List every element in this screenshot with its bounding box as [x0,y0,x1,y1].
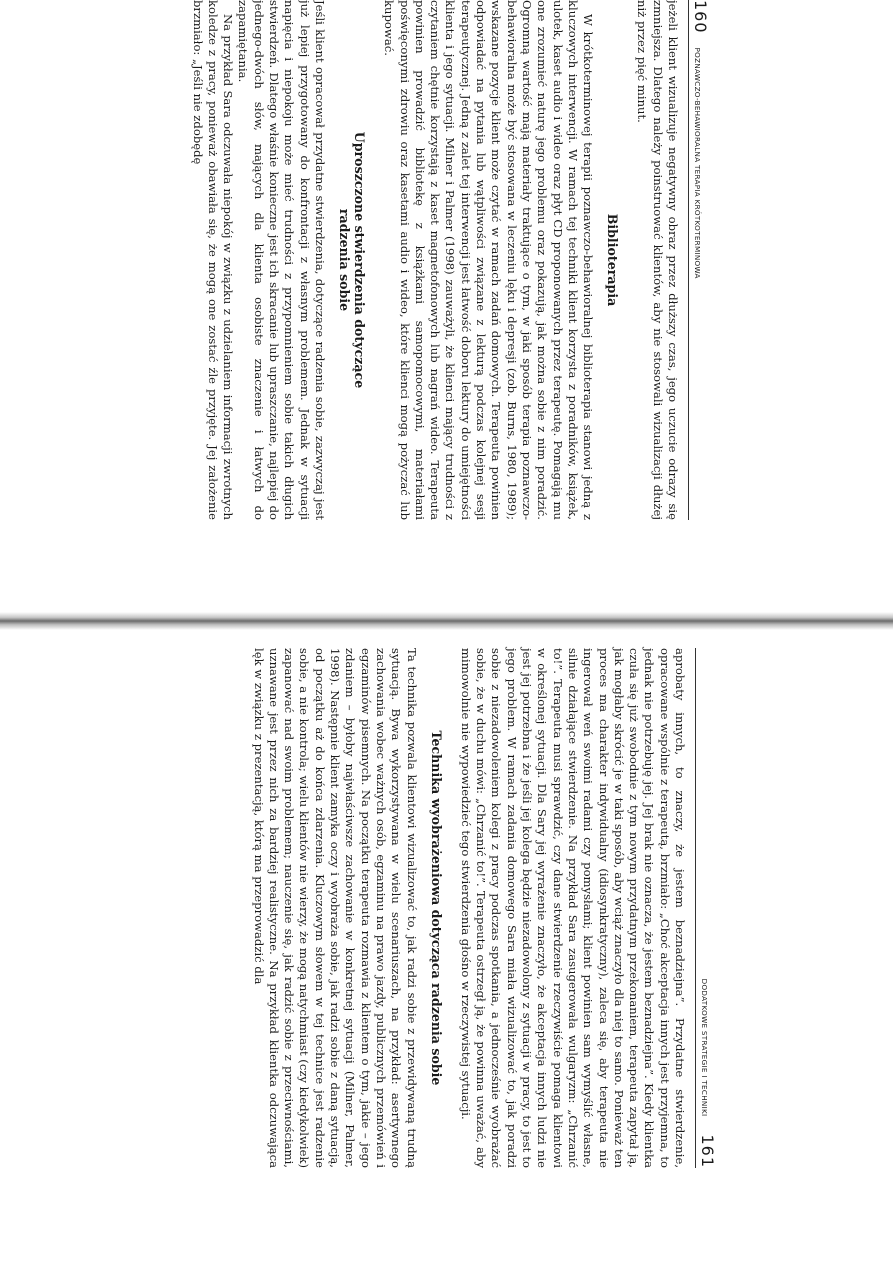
section-heading [337,0,367,520]
right-page [0,648,717,1168]
paragraph: Na przykład Sara odczuwała niepokój w związku z udzielaniem informacji zwrotnych koledze z pracy, ponieważ obawiała się, że mogą one zostać źle przyjęte. Jej założenie brzmiało: „Jeśli nie zdobędę [190,0,236,520]
paragraph: jeżeli klient wizualizuje negatywny obraz przez dłuższy czas, jego uczucie odrazy się zmniejsza. Dlatego należy poinstruować klientów, aby nie stosowali wizualizacji dłużej niż przez pięć minut. [635,0,680,520]
page-number: 160 [691,0,710,34]
section-heading-line: Uproszczone stwierdzenia dotyczące [351,131,367,389]
paragraph: aprobaty innych, to znaczy, że jestem beznadziejna”. Przydatne stwierdzenie, opracowane wspólnie z terapeutą, brzmiało: „Choć akceptacja innych jest przyjemna, to jednak nie potrzebuję jej. Jej brak nie oznacza, że jestem beznadziejna”. Kiedy klientka czuła się już swobodnie z tym nowym przydatnym przekonaniem, terapeuta zapytał ją, jak mogłaby skrócić je w taki sposób, aby wciąż znaczyło dla niej to samo. Ponieważ ten proces ma charakter indywidualny (idiosynkratyczny), zaleca się, aby terapeuta nie ingerował weń swoimi radami czy pomysłami; klient powinien sam wymyślić własne, silnie działające stwierdzenie. Na przykład Sara zasugerowała wulgaryzm: „Chrzanić to!”. Terapeuta musi sprawdzić, czy dane stwierdzenie rzeczywiście pomaga klientowi w określonej sytuacji. Dla Sary jej wyrażenie znaczyło, że akceptacja innych ludzi nie jest jej potrzebna i że jeśli jej kolega będzie niezadowolony z sytuacji w pracy, to jest to jego problem. W ramach zadania domowego Sara miała wizualizować to, jak poradzi sobie z niezadowoleniem kolegi z pracy podczas spotkania, a jednocześnie wyobrażać sobie, że w duchu mówi: „Chrzanić to!”. Terapeuta ostrzegł ją, że powinna uważać, aby mimowolnie nie wypowiedzieć tego stwierdzenia głośno w rzeczywistej sytuacji. [458,648,687,1168]
left-page [0,0,710,520]
left-page-header [688,0,710,520]
section-heading-line: radzenia sobie [336,208,352,312]
paragraph: Jeśli klient opracował przydatne stwierdzenia, dotyczące radzenia sobie, zazwyczaj jest już lepiej przygotowany do konfrontacji z własnym problemem. Jednak w sytuacji napięcia i niepokoju może mieć trudności z przypomnieniem sobie takich długich stwierdzeń. Dlatego właśnie konieczne jest ich skracanie lub upraszczanie, najlepiej do jednego-dwóch słów, mających dla klienta osobiste znaczenie i łatwych do zapamiętania. [236,0,327,520]
section-heading: Technika wyobrażeniowa dotycząca radzenia sobie [428,730,444,1086]
section-heading: Biblioterapia [605,213,621,307]
page-number: 161 [698,1134,717,1168]
book-gutter [0,612,893,630]
running-head: DODATKOWE STRATEGIE I TECHNIKI [700,978,709,1117]
running-head: POZNAWCZO-BEHAWIORALNA TERAPIA KRÓTKOTERMINOWA [693,47,702,279]
paragraph: Ta technika pozwala klientowi wizualizować to, jak radzi sobie z przewidywaną trudną sytuacją. Bywa wykorzystywana w wielu scenariuszach, na przykład: asertywnego zachowania wobec ważnych osób, egzaminu na prawo jazdy, publicznych przemówień i egzaminów pisemnych. Na początku terapeuta rozmawia z klientem o tym, jakie – jego zdaniem – byłoby najwłaściwsze zachowanie w konkretnej sytuacji (Milner, Palmer, 1998). Następnie klient zamyka oczy i wyobraża sobie, jak radzi sobie z daną sytuacją, od początku aż do końca zdarzenia. Kluczowym słowem w tej technice jest radzenie sobie, a nie kontrola; wielu klientów nie wierzy, że mogą natychmiast (czy kiedykolwiek) zapanować nad swoim problemem; nauczenie się, jak radzić sobie z przeciwnościami, uznawane jest przez nich za bardziej realistyczne. Na przykład klientka odczuwająca lęk w związku z prezentacją, którą ma przeprowadzić dla [251,648,419,1168]
right-page-header [695,648,717,1168]
paragraph: W krótkoterminowej terapii poznawczo-behawioralnej biblioterapia stanowi jedną z kluczowych interwencji. W ramach tej techniki klient korzysta z poradników, książek, ulotek, kaset audio i wideo oraz płyt CD proponowanych przez terapeutę. Pomagają mu one zrozumieć naturę jego problemu oraz pokazują, jak można sobie z nim poradzić. Ogromną wartość mają materiały traktujące o tym, w jaki sposób terapia poznawczo-behawioralna może być stosowana w leczeniu lęku i depresji (zob. Burns, 1980, 1989); wskazane pozycje klient może czytać w ramach zadań domowych. Terapeuta powinien odpowiadać na pytania lub wątpliwości związane z lekturą podczas kolejnej sesji terapeutycznej. Jedną z zalet tej interwencji jest łatwość doboru lektury do umiejętności klienta i jego sytuacji. Milner i Palmer (1998) zauważyli, że klienci mający trudności z czytaniem chętnie korzystają z kaset magnetofonowych lub nagrań wideo. Terapeuta powinien prowadzić bibliotekę z książkami samopomocowymi, materiałami poświęconymi zdrowiu oraz kasetami audio i wideo, które klienci mogą pożyczać lub kupować. [382,0,596,520]
